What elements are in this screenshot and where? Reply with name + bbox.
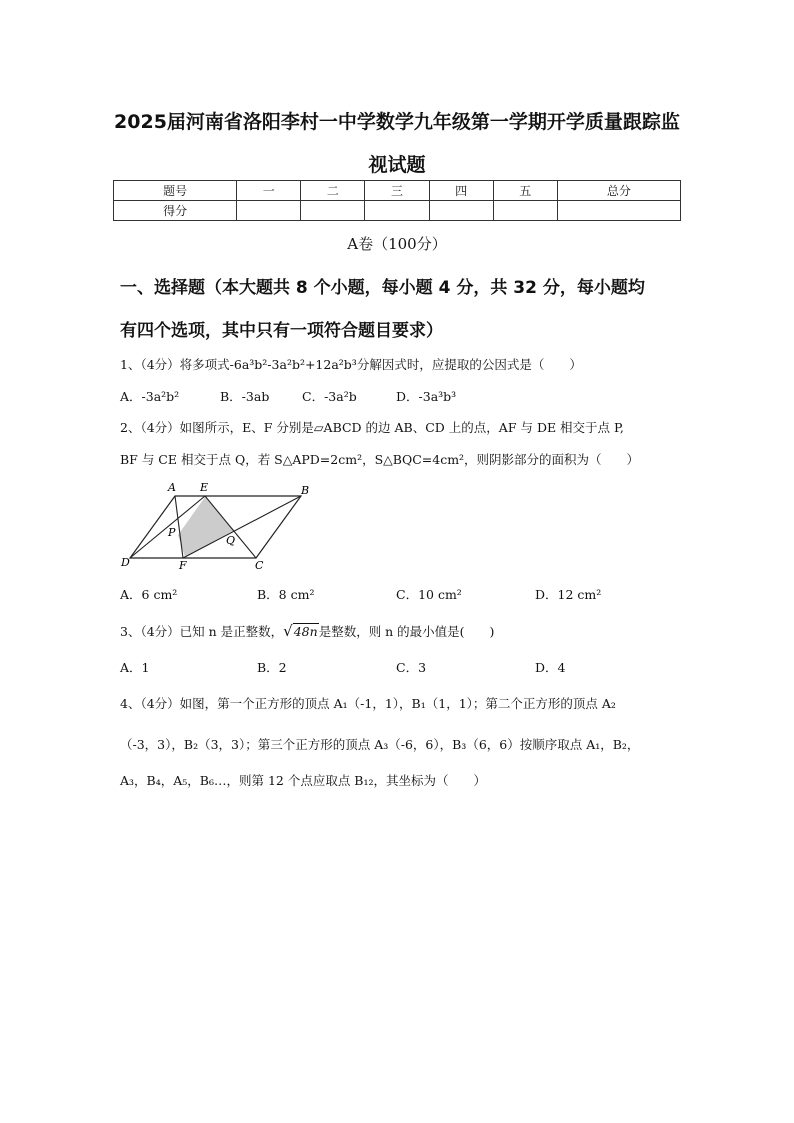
score-table: [113, 180, 681, 221]
q1-option-b[interactable]: B．-3ab: [220, 389, 270, 404]
score-row-label: 得分: [114, 201, 237, 221]
q2-option-d[interactable]: D．12 cm²: [535, 587, 602, 602]
score-header-cell: 一: [237, 181, 301, 201]
q3-suffix: 是整数，则 n 的最小值是( ): [318, 624, 495, 639]
q3-option-b[interactable]: B．2: [257, 660, 287, 675]
score-header-cell: 五: [493, 181, 557, 201]
score-table-header-row: [114, 181, 681, 201]
q1-option-c[interactable]: C．-3a²b: [302, 389, 357, 404]
question-4-line2: （-3，3），B₂（3，3）；第三个正方形的顶点 A₃（-6，6），B₃（6，6）按顺序取点 A₁，B₂，: [120, 737, 640, 752]
label-d: D: [121, 556, 130, 569]
q1-expression: -6a³b²-3a²b²+12a²b³: [229, 357, 357, 372]
score-table-score-row: [114, 201, 681, 221]
question-3: [120, 622, 494, 640]
score-header-cell: 题号: [114, 181, 237, 201]
label-b: B: [301, 484, 310, 497]
label-a: A: [168, 481, 176, 494]
q1-option-d[interactable]: D．-3a³b³: [396, 389, 457, 404]
paper-section-label: A卷（100分）: [347, 235, 447, 253]
q3-radicand: 48n: [293, 624, 318, 639]
score-cell[interactable]: [237, 201, 301, 221]
score-header-cell: 三: [365, 181, 429, 201]
exam-title-line2: 视试题: [368, 154, 426, 176]
label-f: F: [179, 559, 187, 570]
label-p: P: [168, 526, 176, 539]
score-header-cell: 四: [429, 181, 493, 201]
score-cell[interactable]: [365, 201, 429, 221]
q1-prefix: 1、（4分）将多项式: [120, 357, 230, 372]
question-1: [120, 355, 582, 373]
score-cell[interactable]: [557, 201, 680, 221]
label-q: Q: [226, 534, 236, 547]
question-4-line3: A₃，B₄，A₅，B₆…，则第 12 个点应取点 B₁₂，其坐标为（ ）: [120, 773, 487, 788]
q2-option-b[interactable]: B．8 cm²: [257, 587, 315, 602]
q3-option-d[interactable]: D．4: [535, 660, 566, 675]
question-4-line1: 4、（4分）如图，第一个正方形的顶点 A₁（-1，1），B₁（1，1）；第二个正方形的顶点 A₂: [120, 696, 616, 711]
q2-option-c[interactable]: C．10 cm²: [396, 587, 462, 602]
score-cell[interactable]: [429, 201, 493, 221]
q3-option-c[interactable]: C．3: [396, 660, 427, 675]
section1-heading-line2: 有四个选项，其中只有一项符合题目要求）: [120, 321, 443, 341]
q1-option-a[interactable]: A．-3a²b²: [120, 389, 180, 404]
q2-option-a[interactable]: A．6 cm²: [120, 587, 178, 602]
shaded-region: [178, 497, 234, 557]
parallelogram-figure: [118, 478, 318, 570]
q3-option-a[interactable]: A．1: [120, 660, 150, 675]
q1-suffix: 分解因式时，应提取的公因式是（ ）: [356, 357, 582, 372]
exam-title-line1: 2025届河南省洛阳李村一中学数学九年级第一学期开学质量跟踪监: [114, 111, 680, 133]
question-2-line1: 2、（4分）如图所示，E、F 分别是▱ABCD 的边 AB、CD 上的点，AF 与 DE 相交于点 P,: [120, 420, 624, 435]
label-e: E: [200, 481, 209, 494]
label-c: C: [255, 559, 264, 570]
score-cell[interactable]: [301, 201, 365, 221]
q3-prefix: 3、（4分）已知 n 是正整数，: [120, 624, 284, 639]
score-header-cell: 二: [301, 181, 365, 201]
question-2-line2: BF 与 CE 相交于点 Q，若 S△APD=2cm²，S△BQC=4cm²，则阴影部分的面积为（ ）: [120, 452, 640, 467]
score-header-cell: 总分: [557, 181, 680, 201]
segment-af: [175, 496, 183, 558]
sqrt-symbol: √: [283, 622, 293, 640]
score-cell[interactable]: [493, 201, 557, 221]
section1-heading-line1: 一、选择题（本大题共 8 个小题，每小题 4 分，共 32 分，每小题均: [120, 278, 645, 298]
